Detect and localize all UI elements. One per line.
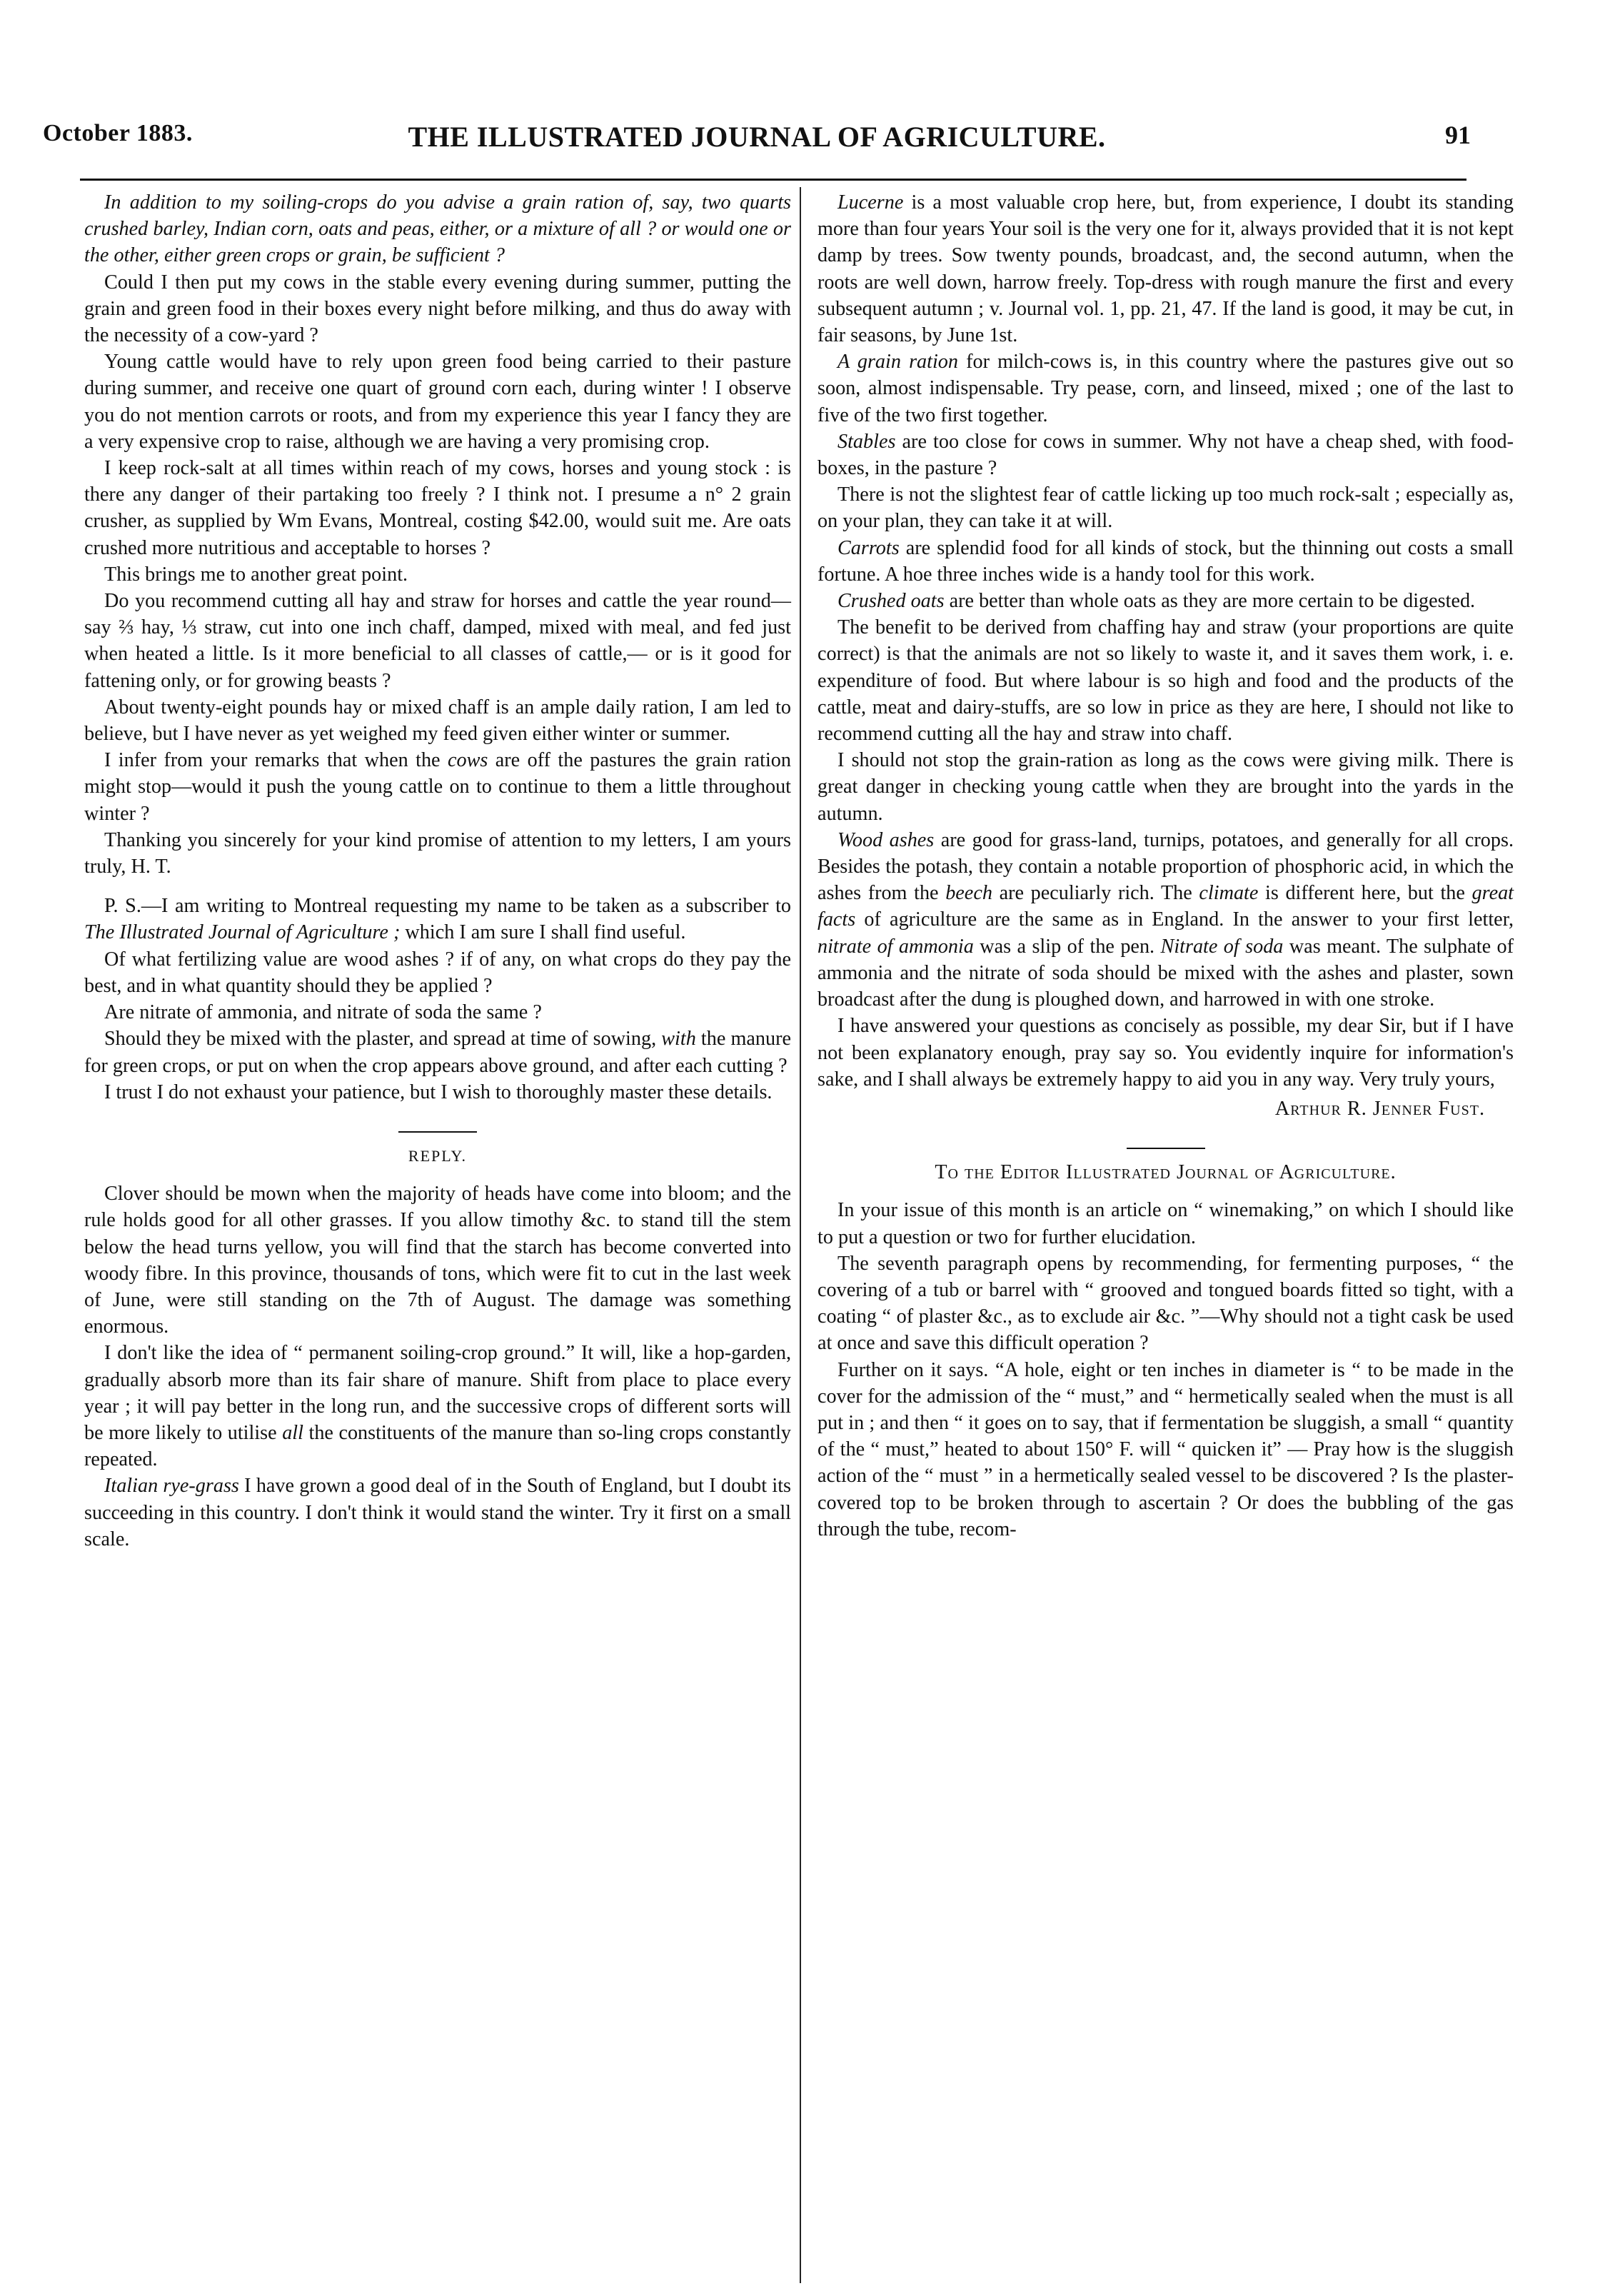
postscript bbox=[84, 893, 791, 946]
text-run: for milch-cows is, in this country where the pastures give out so soon, almost indispensable. Try pease, corn, and linseed, mixed ; one of the last to five of the two first together. bbox=[817, 351, 1514, 426]
right-column bbox=[817, 189, 1514, 1543]
text-run: of agriculture are the same as in England. In the answer to your first letter, bbox=[855, 908, 1514, 931]
reply-paragraph bbox=[84, 1340, 791, 1473]
text-run: The Illustrated Journal of Agriculture ; bbox=[84, 921, 401, 944]
signature: Arthur R. Jenner Fust. bbox=[1274, 1097, 1485, 1120]
text-run: climate bbox=[1199, 882, 1259, 905]
left-column bbox=[84, 189, 791, 1553]
text-run: cows bbox=[447, 749, 488, 772]
reply-paragraph bbox=[817, 428, 1514, 481]
reply-paragraph: There is not the slightest fear of cattle licking up too much rock-salt ; especially as, on your plan, they can take it at will. bbox=[817, 483, 1514, 533]
text-run: are off the pastures the grain ration might stop—would it push the young cattle on to continue to them a little throughout winter ? bbox=[84, 749, 791, 825]
letter-paragraph bbox=[84, 747, 791, 827]
reply-paragraph: The benefit to be derived from chaffing hay and straw (your proportions are quite correct) is that the animals are not so likely to waste it, and it saves them work, i. e. expenditure of food. But where labour is so high and food and the products of the cattle, meat and dairy-stuffs, are so low in price as they are here, I should not like to recommend cutting all the hay and straw into chaff. bbox=[817, 616, 1514, 746]
text-run: Lucerne bbox=[837, 191, 904, 214]
reply-paragraph bbox=[84, 1473, 791, 1553]
letter-paragraph: In your issue of this month is an article on “ winemaking,” on which I should like to put a question or two for further elucidation. bbox=[817, 1199, 1514, 1248]
text-run: which I am sure I shall find useful. bbox=[400, 921, 686, 944]
reply-paragraph: Clover should be mown when the majority of heads have come into bloom; and the rule holds good for all other grasses. If you allow timothy &c. to stand till the stem below the head turns yellow, you will find that the starch has become converted into woody fibre. In this province, thousands of tons, which were fit to cut in the last week of June, were still standing on the 7th of August. The damage was something enormous. bbox=[84, 1183, 791, 1338]
reply-paragraph: I should not stop the grain-ration as long as the cows were giving milk. There is great danger in checking young cattle when they are brought into the yards in the autumn. bbox=[817, 749, 1514, 825]
page-header bbox=[43, 120, 1471, 163]
text-run: I infer from your remarks that when the bbox=[104, 749, 448, 772]
reply-paragraph: I have answered your questions as concisely as possible, my dear Sir, but if I have not been explanatory enough, pray say so. You evidently inquire for information's sake, and I shall always be extremely happy to aid you in any way. Very truly yours, bbox=[817, 1015, 1514, 1091]
letter-paragraph: Could I then put my cows in the stable every evening during summer, putting the grain and green food in their boxes every night before milking, and thus do away with the necessity of a cow-yard ? bbox=[84, 271, 791, 347]
letter-paragraph: Young cattle would have to rely upon green food being carried to their pasture during summer, and receive one quart of ground corn each, during winter ! I observe you do not mention carrots or roots, and from my experience this year I fancy they are a very expensive crop to raise, although we are having a very promising crop. bbox=[84, 351, 791, 453]
text-run: Italian rye-grass bbox=[104, 1475, 239, 1498]
text-run: is different here, but the bbox=[1258, 882, 1472, 905]
text-run: Should they be mixed with the plaster, and spread at time of sowing, bbox=[104, 1028, 662, 1051]
text-run: I don't like the idea of “ permanent soiling-crop ground.” It will, like a hop-garden, gradually absorb more than its fair share of manure. Shift from place to place every year ; it will pay better in the long run, and the successive crops of different sorts will be more likely to utilise bbox=[84, 1342, 791, 1444]
text-run: A grain ration bbox=[837, 351, 958, 374]
letter-paragraph bbox=[84, 1026, 791, 1078]
reply-heading: REPLY. bbox=[408, 1146, 468, 1165]
text-run: are good for grass-land, turnips, potatoes, and generally for all crops. Besides the potash, they contain a notable proportion of phosphoric acid, in which the ashes from the bbox=[817, 828, 1514, 905]
text-run: nitrate of ammonia bbox=[817, 935, 974, 958]
letter-paragraph: This brings me to another great point. bbox=[104, 563, 408, 586]
text-run: Nitrate of soda bbox=[1160, 935, 1284, 958]
reply-paragraph bbox=[817, 349, 1514, 428]
letter-paragraph: Further on it says. “A hole, eight or ten inches in diameter is “ to be made in the cover for the admission of the “ must,” and “ hermetically sealed when the must is all put in ; and then “ it goes on to say, that if fermentation be sluggish, a small “ quantity of the “ must,” heated to about 150° F. will “ quicken it” — Pray how is the sluggish action of the “ must ” in a hermetically sealed vessel to be discovered ? Is the plaster-covered top to be broken through to ascertain ? Or does the bubbling of the gas through the tube, recom- bbox=[817, 1358, 1514, 1540]
text-run: great facts bbox=[817, 882, 1514, 931]
column-divider bbox=[800, 187, 801, 2283]
letter-paragraph: About twenty-eight pounds hay or mixed chaff is an ample daily ration, I am led to believe, but I have never as yet weighed my feed given either winter or summer. bbox=[84, 696, 791, 746]
text-run: the manure for green crops, or put on when the crop appears above ground, and after each cutting ? bbox=[84, 1028, 791, 1077]
journal-title: THE ILLUSTRATED JOURNAL OF AGRICULTURE. bbox=[408, 121, 1106, 153]
reply-paragraph bbox=[817, 827, 1514, 1013]
text-run: all bbox=[282, 1421, 303, 1444]
reply-paragraph bbox=[817, 189, 1514, 349]
letter-closing: Thanking you sincerely for your kind promise of attention to my letters, I am yours truly, H. T. bbox=[84, 828, 791, 878]
text-run: Carrots bbox=[837, 536, 900, 559]
text-run: I have grown a good deal of in the South of England, but I doubt its succeeding in this country. I don't think it would stand the winter. Try it first on a small scale. bbox=[84, 1475, 791, 1550]
reply-paragraph bbox=[817, 535, 1514, 588]
letter-paragraph bbox=[84, 189, 791, 269]
text-run: beech bbox=[945, 882, 992, 905]
issue-date: October 1883. bbox=[43, 120, 193, 146]
text-run: Wood ashes bbox=[837, 828, 935, 851]
header-rule bbox=[80, 179, 1466, 181]
text-run: are better than whole oats as they are more certain to be digested. bbox=[944, 590, 1476, 613]
text-run: are too close for cows in summer. Why not have a cheap shed, with food-boxes, in the pasture ? bbox=[817, 430, 1514, 480]
text-run: Stables bbox=[837, 430, 896, 453]
letter-paragraph: Do you recommend cutting all hay and straw for horses and cattle the year round—say ⅔ hay, ⅓ straw, cut into one inch chaff, damped, mixed with meal, and fed just when heated a little. Is it more beneficial to all classes of cattle,— or is it good for fattening only, or for growing beasts ? bbox=[84, 590, 791, 692]
text-run: are splendid food for all kinds of stock, but the thinning out costs a small fortune. A hoe three inches wide is a handy tool for this work. bbox=[817, 536, 1514, 586]
letter-heading: To the Editor Illustrated Journal of Agriculture. bbox=[935, 1161, 1397, 1184]
letter-paragraph: I trust I do not exhaust your patience, but I wish to thoroughly master these details. bbox=[104, 1081, 773, 1103]
text-run: P. S.—I am writing to Montreal requesting my name to be taken as a subscriber to bbox=[104, 895, 791, 918]
text-run: is a most valuable crop here, but, from experience, I doubt its standing more than four years Your soil is the very one for it, always provided that it is not kept damp by trees. Sow twenty pounds, broadcast, and, the second autumn, when the roots are well down, harrow freely. Top-dress with rough manure the first and every subsequent autumn ; v. Journal vol. 1, pp. 21, 47. If the land is good, it may be cut, in fair seasons, by June 1st. bbox=[817, 191, 1514, 347]
letter-paragraph: Are nitrate of ammonia, and nitrate of soda the same ? bbox=[104, 1001, 542, 1024]
section-rule bbox=[398, 1131, 477, 1133]
page-number: 91 bbox=[1445, 121, 1471, 149]
text-run: Crushed oats bbox=[837, 590, 945, 613]
text-run: the constituents of the manure than so-ling crops constantly repeated. bbox=[84, 1421, 791, 1471]
text-run: was meant. The sulphate of ammonia and the nitrate of soda should be mixed with the ashes and plaster, sown broadcast after the dung is ploughed down, and harrowed in with one stroke. bbox=[817, 935, 1514, 1011]
letter-paragraph: I keep rock-salt at all times within reach of my cows, horses and young stock : is there any danger of their partaking too freely ? I think not. I presume a n° 2 grain crusher, as supplied by Wm Evans, Montreal, costing $42.00, would suit me. Are oats crushed more nutritious and acceptable to horses ? bbox=[84, 457, 791, 559]
letter-text: In addition to my soiling-crops do you advise a grain ration of, say, two quarts crushed barley, Indian corn, oats and peas, either, or a mixture of all ? or would one or the other, either green crops or grain, be sufficient ? bbox=[84, 191, 791, 267]
text-run: was a slip of the pen. bbox=[973, 935, 1161, 958]
letter-paragraph: Of what fertilizing value are wood ashes ? if of any, on what crops do they pay the best, and in what quantity should they be applied ? bbox=[84, 948, 791, 997]
text-run: are peculiarly rich. The bbox=[992, 882, 1199, 905]
letter-paragraph: The seventh paragraph opens by recommending, for fermenting purposes, “ the covering of a tub or barrel with “ grooved and tongued boards fitted so tight, with a coating “ of plaster &c., as to exclude air &c. ”—Why should not a tight cask be used at once and save this difficult operation ? bbox=[817, 1252, 1514, 1355]
text-run: with bbox=[661, 1028, 696, 1051]
section-rule bbox=[1127, 1148, 1205, 1149]
reply-paragraph bbox=[817, 588, 1514, 614]
